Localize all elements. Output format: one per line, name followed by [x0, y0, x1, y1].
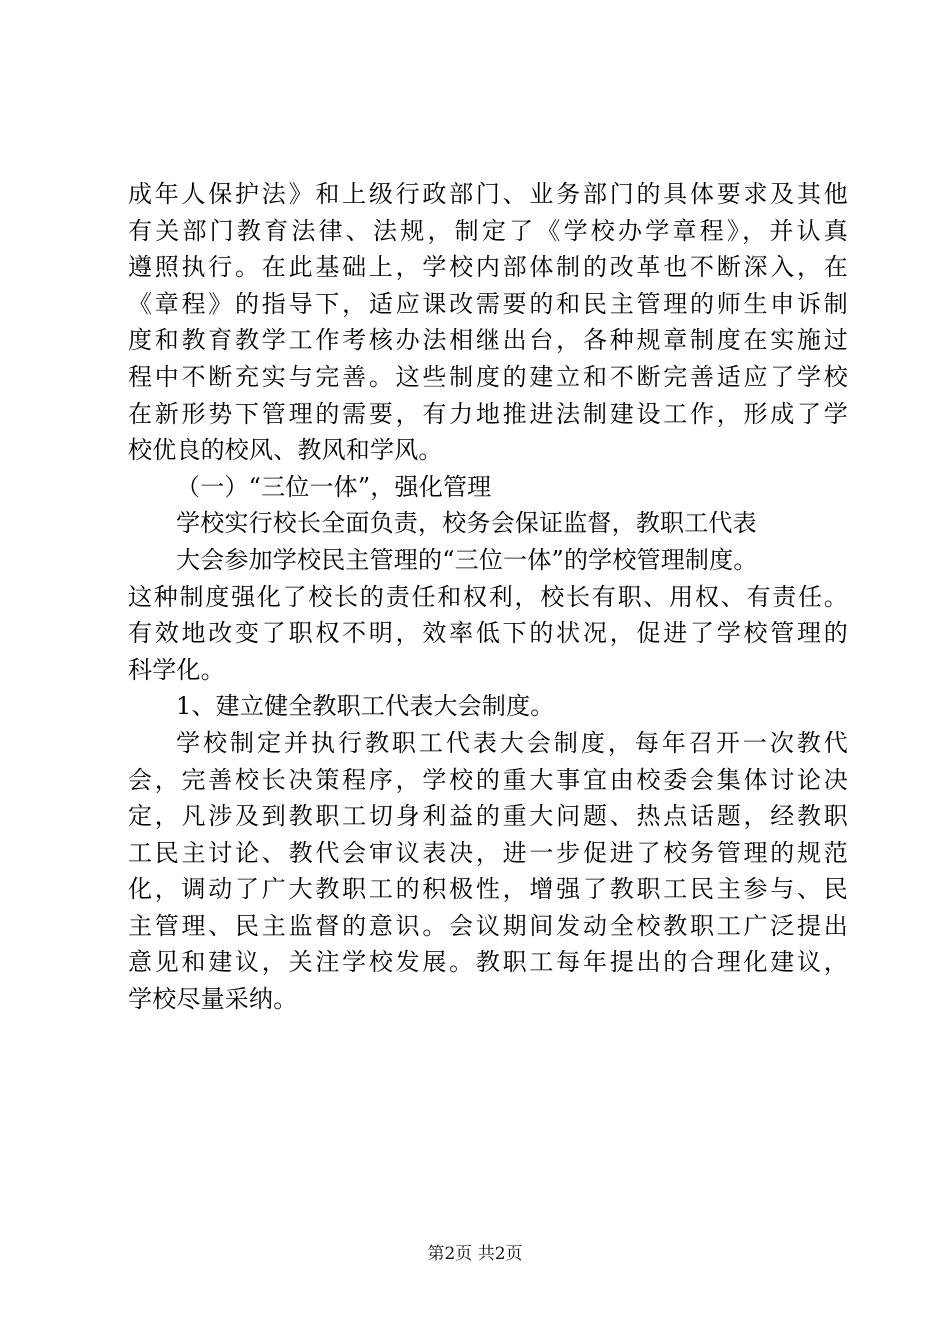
text-line: 科学化。: [128, 655, 225, 684]
section-heading: （一）“三位一体”，强化管理: [176, 472, 492, 501]
text-line: 学校尽量采纳。: [128, 985, 298, 1014]
text-line: 工民主讨论、教代会审议表决，进一步促进了校务管理的规范: [128, 838, 848, 867]
text-line: 学校实行校长全面负责，校务会保证监督，教职工代表: [176, 509, 757, 538]
text-line: 成年人保护法》和上级行政部门、业务部门的具体要求及其他: [128, 180, 848, 208]
text-line: 会，完善校长决策程序，学校的重大事宜由校委会集体讨论决: [128, 765, 848, 794]
text-line: 化，调动了广大教职工的积极性，增强了教职工民主参与、民: [128, 875, 848, 904]
section-heading: 1、建立健全教职工代表大会制度。: [176, 692, 555, 721]
page-footer: 第2页 共2页: [427, 1244, 523, 1264]
text-line: 意见和建议，关注学校发展。教职工每年提出的合理化建议，: [128, 948, 848, 977]
text-line: 学校制定并执行教职工代表大会制度，每年召开一次教代: [176, 728, 848, 757]
text-line: 这种制度强化了校长的责任和权利，校长有职、用权、有责任。: [128, 582, 848, 611]
text-line: 有关部门教育法律、法规，制定了《学校办学章程》，并认真: [128, 216, 848, 245]
text-line: 《章程》的指导下，适应课改需要的和民主管理的师生申诉制: [128, 289, 848, 318]
text-line: 程中不断充实与完善。这些制度的建立和不断完善适应了学校: [128, 362, 848, 391]
text-line: 度和教育教学工作考核办法相继出台，各种规章制度在实施过: [128, 326, 848, 355]
text-line: 校优良的校风、教风和学风。: [128, 436, 443, 465]
text-line: 定，凡涉及到教职工切身利益的重大问题、热点话题，经教职: [128, 802, 848, 831]
text-line: 大会参加学校民主管理的“三位一体”的学校管理制度。: [176, 545, 758, 574]
text-line: 主管理、民主监督的意识。会议期间发动全校教职工广泛提出: [128, 911, 848, 940]
text-line: 有效地改变了职权不明，效率低下的状况，促进了学校管理的: [128, 619, 848, 648]
text-line: 在新形势下管理的需要，有力地推进法制建设工作，形成了学: [128, 399, 848, 428]
text-line: 遵照执行。在此基础上，学校内部体制的改革也不断深入，在: [128, 253, 848, 282]
body-text: [128, 176, 848, 1018]
